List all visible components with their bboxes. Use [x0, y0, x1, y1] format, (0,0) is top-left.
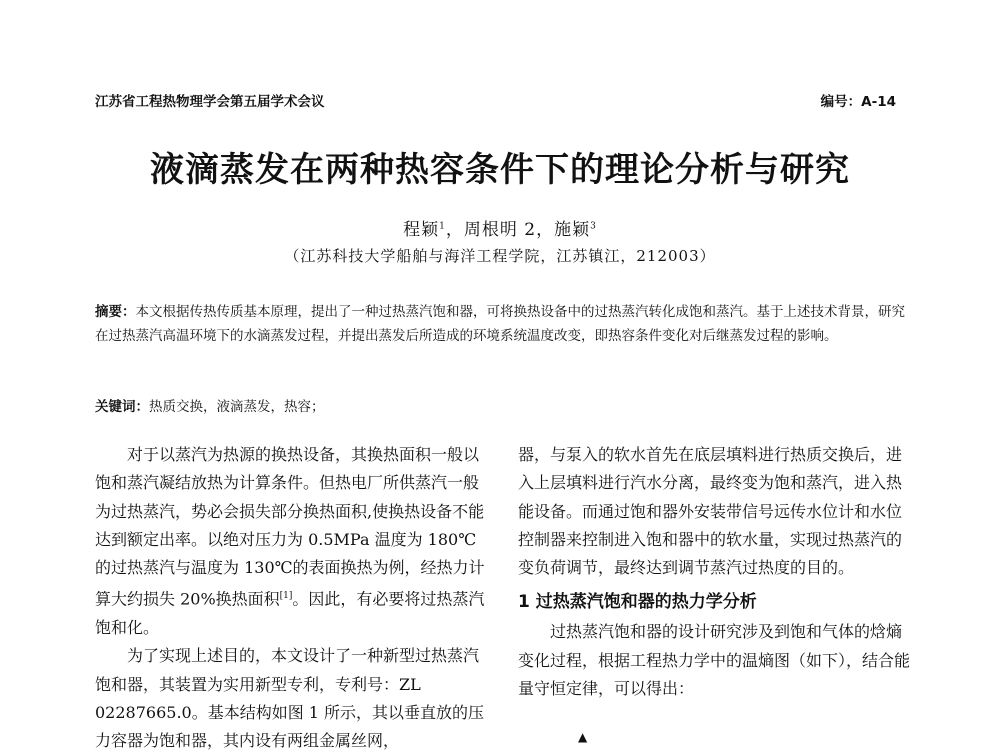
paper-number: 编号：A-14 — [820, 94, 896, 110]
paragraph-text: 对于以蒸汽为热源的换热设备，其换热面积一般以饱和蒸汽凝结放热为计算条件。但热电厂所供蒸汽一般为过热蒸汽，势必会损失部分换热面积,使换热设备不能达到额定出率。以绝对压力为 0.5MPa 温度为 180℃的过热蒸汽与温度为 130℃的表面换热为例，经热力计算大约损失 20%换热面积 — [95, 445, 485, 609]
body-paragraph: 为了实现上述目的，本文设计了一种新型过热蒸汽饱和器，其装置为实用新型专利，专利号：ZL 02287665.0。基本结构如图 1 所示，其以垂直放的压力容器为饱和器，其内设有两组金属丝网， — [95, 646, 485, 751]
keywords-text: 热质交换，液滴蒸发，热容； — [149, 399, 325, 415]
author-3-sup: 3 — [590, 221, 597, 232]
abstract-label: 摘要： — [95, 304, 136, 320]
affiliation: （江苏科技大学船舶与海洋工程学院，江苏镇江，212003） — [284, 247, 716, 265]
paper-title: 液滴蒸发在两种热容条件下的理论分析与研究 — [150, 150, 850, 190]
author-separator: ， — [445, 220, 464, 240]
author-line — [0, 215, 1000, 240]
author-2: 周根明 2 — [463, 220, 537, 240]
keywords-label: 关键词： — [95, 399, 149, 415]
citation-ref: [1] — [279, 591, 293, 602]
body-paragraph: 器，与泵入的软水首先在底层填料进行热质交换后，进入上层填料进行汽水分离，最终变为饱和蒸汽，进入热能设备。而通过饱和器外安装带信号远传水位计和水位控制器来控制进入饱和器中的软水量，实现过热蒸汽的变负荷调节，最终达到调节蒸汽过热度的目的。 — [518, 445, 903, 578]
author-separator: ， — [536, 220, 555, 240]
abstract-text: 本文根据传热传质基本原理，提出了一种过热蒸汽饱和器，可将换热设备中的过热蒸汽转化成饱和蒸汽。基于上述技术背景，研究在过热蒸汽高温环境下的水滴蒸发过程，并提出蒸发后所造成的环境系统温度改变，即热容条件变化对后继蒸发过程的影响。 — [95, 304, 905, 344]
left-column — [95, 441, 487, 756]
conference-header: 江苏省工程热物理学会第五届学术会议 — [95, 94, 325, 110]
paragraph-text: 。因此，有必要将过热蒸汽饱和化。 — [95, 589, 485, 638]
figure-arrow-glyph: ▲ — [578, 730, 588, 744]
body-paragraph — [95, 441, 487, 642]
body-paragraph: 过热蒸汽饱和器的设计研究涉及到饱和气体的焓熵变化过程，根据工程热力学中的温熵图（如下），结合能量守恒定律，可以得出： — [518, 622, 911, 699]
author-3: 施颖 — [554, 220, 591, 240]
abstract — [95, 300, 905, 348]
section-heading: 1 过热蒸汽饱和器的热力学分析 — [518, 592, 757, 613]
right-column — [518, 441, 910, 703]
author-1-sup: 1 — [439, 221, 446, 232]
keywords — [95, 395, 905, 415]
author-1: 程颖 — [403, 220, 440, 240]
